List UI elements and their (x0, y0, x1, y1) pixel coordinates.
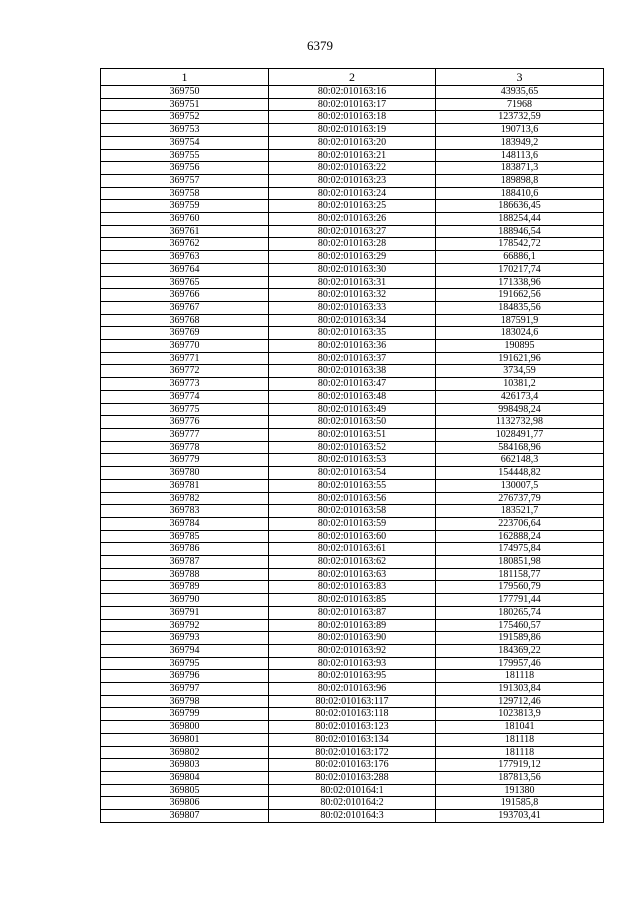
value-cell: 181118 (436, 733, 604, 746)
cadastral-number-cell: 80:02:010163:55 (269, 479, 436, 492)
value-cell: 276737,79 (436, 492, 604, 505)
value-cell: 186636,45 (436, 200, 604, 213)
cadastral-number-cell: 80:02:010163:90 (269, 632, 436, 645)
row-number-cell: 369806 (101, 797, 269, 810)
value-cell: 66886,1 (436, 251, 604, 264)
table-row (101, 416, 604, 429)
cadastral-number-cell: 80:02:010163:93 (269, 657, 436, 670)
value-cell: 190713,6 (436, 124, 604, 137)
row-number-cell: 369753 (101, 124, 269, 137)
table-row (101, 467, 604, 480)
cadastral-number-cell: 80:02:010163:117 (269, 695, 436, 708)
value-cell: 191621,96 (436, 352, 604, 365)
table-row (101, 708, 604, 721)
table-row (101, 162, 604, 175)
row-number-cell: 369797 (101, 683, 269, 696)
cadastral-number-cell: 80:02:010163:21 (269, 149, 436, 162)
value-cell: 148113,6 (436, 149, 604, 162)
value-cell: 184369,22 (436, 644, 604, 657)
cadastral-number-cell: 80:02:010163:288 (269, 771, 436, 784)
value-cell: 181041 (436, 721, 604, 734)
cadastral-number-cell: 80:02:010163:83 (269, 581, 436, 594)
cadastral-number-cell: 80:02:010163:59 (269, 517, 436, 530)
row-number-cell: 369789 (101, 581, 269, 594)
cadastral-number-cell: 80:02:010163:134 (269, 733, 436, 746)
value-cell: 662148,3 (436, 454, 604, 467)
table-row (101, 200, 604, 213)
value-cell: 426173,4 (436, 390, 604, 403)
table-row (101, 517, 604, 530)
table-row (101, 746, 604, 759)
table-body (101, 86, 604, 823)
table-row (101, 556, 604, 569)
cadastral-number-cell: 80:02:010163:23 (269, 174, 436, 187)
value-cell: 180265,74 (436, 606, 604, 619)
cadastral-number-cell: 80:02:010163:32 (269, 289, 436, 302)
cadastral-number-cell: 80:02:010163:118 (269, 708, 436, 721)
table-row (101, 428, 604, 441)
value-cell: 191662,56 (436, 289, 604, 302)
table-row (101, 111, 604, 124)
cadastral-number-cell: 80:02:010163:92 (269, 644, 436, 657)
table-row (101, 352, 604, 365)
value-cell: 183024,6 (436, 327, 604, 340)
value-cell: 584168,96 (436, 441, 604, 454)
table-row (101, 594, 604, 607)
value-cell: 162888,24 (436, 530, 604, 543)
cadastral-number-cell: 80:02:010163:56 (269, 492, 436, 505)
value-cell: 179560,79 (436, 581, 604, 594)
table-row (101, 568, 604, 581)
value-cell: 998498,24 (436, 403, 604, 416)
row-number-cell: 369802 (101, 746, 269, 759)
table-row (101, 314, 604, 327)
value-cell: 188410,6 (436, 187, 604, 200)
row-number-cell: 369791 (101, 606, 269, 619)
value-cell: 177791,44 (436, 594, 604, 607)
table-row (101, 136, 604, 149)
value-cell: 174975,84 (436, 543, 604, 556)
column-header-1: 1 (101, 69, 269, 86)
row-number-cell: 369774 (101, 390, 269, 403)
row-number-cell: 369805 (101, 784, 269, 797)
row-number-cell: 369787 (101, 556, 269, 569)
cadastral-number-cell: 80:02:010163:30 (269, 263, 436, 276)
value-cell: 187591,9 (436, 314, 604, 327)
row-number-cell: 369770 (101, 340, 269, 353)
cadastral-number-cell: 80:02:010163:85 (269, 594, 436, 607)
column-header-3: 3 (436, 69, 604, 86)
table-row (101, 301, 604, 314)
table-row (101, 441, 604, 454)
table-row (101, 378, 604, 391)
cadastral-number-cell: 80:02:010163:58 (269, 505, 436, 518)
row-number-cell: 369772 (101, 365, 269, 378)
cadastral-number-cell: 80:02:010163:25 (269, 200, 436, 213)
value-cell: 180851,98 (436, 556, 604, 569)
table-row (101, 251, 604, 264)
row-number-cell: 369767 (101, 301, 269, 314)
value-cell: 183871,3 (436, 162, 604, 175)
row-number-cell: 369796 (101, 670, 269, 683)
table-row (101, 454, 604, 467)
cadastral-number-cell: 80:02:010163:62 (269, 556, 436, 569)
value-cell: 191380 (436, 784, 604, 797)
cadastral-number-cell: 80:02:010163:22 (269, 162, 436, 175)
row-number-cell: 369777 (101, 428, 269, 441)
value-cell: 183521,7 (436, 505, 604, 518)
cadastral-number-cell: 80:02:010163:52 (269, 441, 436, 454)
row-number-cell: 369779 (101, 454, 269, 467)
row-number-cell: 369790 (101, 594, 269, 607)
value-cell: 184835,56 (436, 301, 604, 314)
value-cell: 189898,8 (436, 174, 604, 187)
cadastral-number-cell: 80:02:010163:17 (269, 98, 436, 111)
row-number-cell: 369760 (101, 213, 269, 226)
row-number-cell: 369776 (101, 416, 269, 429)
row-number-cell: 369800 (101, 721, 269, 734)
table-row (101, 213, 604, 226)
cadastral-number-cell: 80:02:010163:87 (269, 606, 436, 619)
row-number-cell: 369778 (101, 441, 269, 454)
table-row (101, 632, 604, 645)
cadastral-number-cell: 80:02:010163:50 (269, 416, 436, 429)
table-row (101, 479, 604, 492)
cadastral-number-cell: 80:02:010163:34 (269, 314, 436, 327)
table-row (101, 149, 604, 162)
value-cell: 191585,8 (436, 797, 604, 810)
table-row (101, 733, 604, 746)
value-cell: 191589,86 (436, 632, 604, 645)
table-row (101, 644, 604, 657)
value-cell: 10381,2 (436, 378, 604, 391)
table-row (101, 289, 604, 302)
table-row (101, 683, 604, 696)
value-cell: 223706,64 (436, 517, 604, 530)
row-number-cell: 369763 (101, 251, 269, 264)
value-cell: 188946,54 (436, 225, 604, 238)
table-row (101, 124, 604, 137)
table-row (101, 187, 604, 200)
cadastral-table (100, 68, 604, 823)
value-cell: 181118 (436, 746, 604, 759)
row-number-cell: 369786 (101, 543, 269, 556)
cadastral-number-cell: 80:02:010163:51 (269, 428, 436, 441)
cadastral-number-cell: 80:02:010163:24 (269, 187, 436, 200)
row-number-cell: 369754 (101, 136, 269, 149)
value-cell: 193703,41 (436, 810, 604, 823)
value-cell: 71968 (436, 98, 604, 111)
table-row (101, 365, 604, 378)
table-row (101, 492, 604, 505)
row-number-cell: 369773 (101, 378, 269, 391)
table-row (101, 263, 604, 276)
row-number-cell: 369807 (101, 810, 269, 823)
cadastral-number-cell: 80:02:010163:47 (269, 378, 436, 391)
value-cell: 183949,2 (436, 136, 604, 149)
table-row (101, 225, 604, 238)
cadastral-number-cell: 80:02:010163:176 (269, 759, 436, 772)
row-number-cell: 369758 (101, 187, 269, 200)
cadastral-number-cell: 80:02:010163:20 (269, 136, 436, 149)
cadastral-number-cell: 80:02:010163:35 (269, 327, 436, 340)
value-cell: 1023813,9 (436, 708, 604, 721)
row-number-cell: 369757 (101, 174, 269, 187)
value-cell: 188254,44 (436, 213, 604, 226)
row-number-cell: 369761 (101, 225, 269, 238)
cadastral-number-cell: 80:02:010163:28 (269, 238, 436, 251)
row-number-cell: 369751 (101, 98, 269, 111)
table-row (101, 543, 604, 556)
cadastral-number-cell: 80:02:010163:123 (269, 721, 436, 734)
cadastral-number-cell: 80:02:010163:96 (269, 683, 436, 696)
value-cell: 154448,82 (436, 467, 604, 480)
table-row (101, 505, 604, 518)
table-row (101, 98, 604, 111)
table-row (101, 403, 604, 416)
table-row (101, 530, 604, 543)
row-number-cell: 369799 (101, 708, 269, 721)
row-number-cell: 369804 (101, 771, 269, 784)
value-cell: 3734,59 (436, 365, 604, 378)
row-number-cell: 369759 (101, 200, 269, 213)
table-row (101, 721, 604, 734)
table-header (101, 69, 604, 86)
table-row (101, 771, 604, 784)
value-cell: 181158,77 (436, 568, 604, 581)
cadastral-number-cell: 80:02:010163:48 (269, 390, 436, 403)
value-cell: 170217,74 (436, 263, 604, 276)
row-number-cell: 369782 (101, 492, 269, 505)
row-number-cell: 369756 (101, 162, 269, 175)
value-cell: 171338,96 (436, 276, 604, 289)
value-cell: 177919,12 (436, 759, 604, 772)
table-row (101, 797, 604, 810)
table-row (101, 695, 604, 708)
cadastral-number-cell: 80:02:010163:37 (269, 352, 436, 365)
page-number: 6379 (307, 38, 333, 53)
row-number-cell: 369781 (101, 479, 269, 492)
value-cell: 179957,46 (436, 657, 604, 670)
row-number-cell: 369798 (101, 695, 269, 708)
cadastral-number-cell: 80:02:010163:49 (269, 403, 436, 416)
cadastral-number-cell: 80:02:010163:36 (269, 340, 436, 353)
table-row (101, 606, 604, 619)
cadastral-number-cell: 80:02:010163:172 (269, 746, 436, 759)
row-number-cell: 369766 (101, 289, 269, 302)
cadastral-number-cell: 80:02:010163:26 (269, 213, 436, 226)
cadastral-number-cell: 80:02:010164:3 (269, 810, 436, 823)
row-number-cell: 369780 (101, 467, 269, 480)
cadastral-number-cell: 80:02:010163:27 (269, 225, 436, 238)
cadastral-number-cell: 80:02:010163:61 (269, 543, 436, 556)
value-cell: 187813,56 (436, 771, 604, 784)
cadastral-number-cell: 80:02:010163:89 (269, 619, 436, 632)
table-row (101, 810, 604, 823)
row-number-cell: 369762 (101, 238, 269, 251)
cadastral-number-cell: 80:02:010163:38 (269, 365, 436, 378)
row-number-cell: 369792 (101, 619, 269, 632)
cadastral-number-cell: 80:02:010163:53 (269, 454, 436, 467)
row-number-cell: 369801 (101, 733, 269, 746)
row-number-cell: 369795 (101, 657, 269, 670)
row-number-cell: 369768 (101, 314, 269, 327)
table-row (101, 759, 604, 772)
value-cell: 129712,46 (436, 695, 604, 708)
value-cell: 181118 (436, 670, 604, 683)
table-row (101, 390, 604, 403)
row-number-cell: 369771 (101, 352, 269, 365)
row-number-cell: 369793 (101, 632, 269, 645)
row-number-cell: 369785 (101, 530, 269, 543)
row-number-cell: 369752 (101, 111, 269, 124)
column-header-2: 2 (269, 69, 436, 86)
row-number-cell: 369765 (101, 276, 269, 289)
row-number-cell: 369794 (101, 644, 269, 657)
row-number-cell: 369764 (101, 263, 269, 276)
table-row (101, 174, 604, 187)
value-cell: 130007,5 (436, 479, 604, 492)
table-row (101, 670, 604, 683)
cadastral-number-cell: 80:02:010163:60 (269, 530, 436, 543)
cadastral-number-cell: 80:02:010163:54 (269, 467, 436, 480)
cadastral-number-cell: 80:02:010163:63 (269, 568, 436, 581)
row-number-cell: 369784 (101, 517, 269, 530)
cadastral-number-cell: 80:02:010163:31 (269, 276, 436, 289)
value-cell: 175460,57 (436, 619, 604, 632)
cadastral-number-cell: 80:02:010164:1 (269, 784, 436, 797)
value-cell: 191303,84 (436, 683, 604, 696)
row-number-cell: 369750 (101, 86, 269, 99)
table-row (101, 619, 604, 632)
header-row (101, 69, 604, 86)
row-number-cell: 369755 (101, 149, 269, 162)
cadastral-number-cell: 80:02:010163:19 (269, 124, 436, 137)
row-number-cell: 369775 (101, 403, 269, 416)
value-cell: 43935,65 (436, 86, 604, 99)
value-cell: 178542,72 (436, 238, 604, 251)
row-number-cell: 369788 (101, 568, 269, 581)
cadastral-number-cell: 80:02:010163:95 (269, 670, 436, 683)
table-row (101, 340, 604, 353)
table-row (101, 581, 604, 594)
cadastral-number-cell: 80:02:010163:33 (269, 301, 436, 314)
value-cell: 123732,59 (436, 111, 604, 124)
table-row (101, 657, 604, 670)
cadastral-number-cell: 80:02:010164:2 (269, 797, 436, 810)
cadastral-number-cell: 80:02:010163:18 (269, 111, 436, 124)
row-number-cell: 369803 (101, 759, 269, 772)
value-cell: 1132732,98 (436, 416, 604, 429)
row-number-cell: 369769 (101, 327, 269, 340)
row-number-cell: 369783 (101, 505, 269, 518)
value-cell: 1028491,77 (436, 428, 604, 441)
table-row (101, 327, 604, 340)
cadastral-number-cell: 80:02:010163:16 (269, 86, 436, 99)
table-row (101, 784, 604, 797)
cadastral-number-cell: 80:02:010163:29 (269, 251, 436, 264)
table-row (101, 238, 604, 251)
table-row (101, 276, 604, 289)
value-cell: 190895 (436, 340, 604, 353)
table-row (101, 86, 604, 99)
